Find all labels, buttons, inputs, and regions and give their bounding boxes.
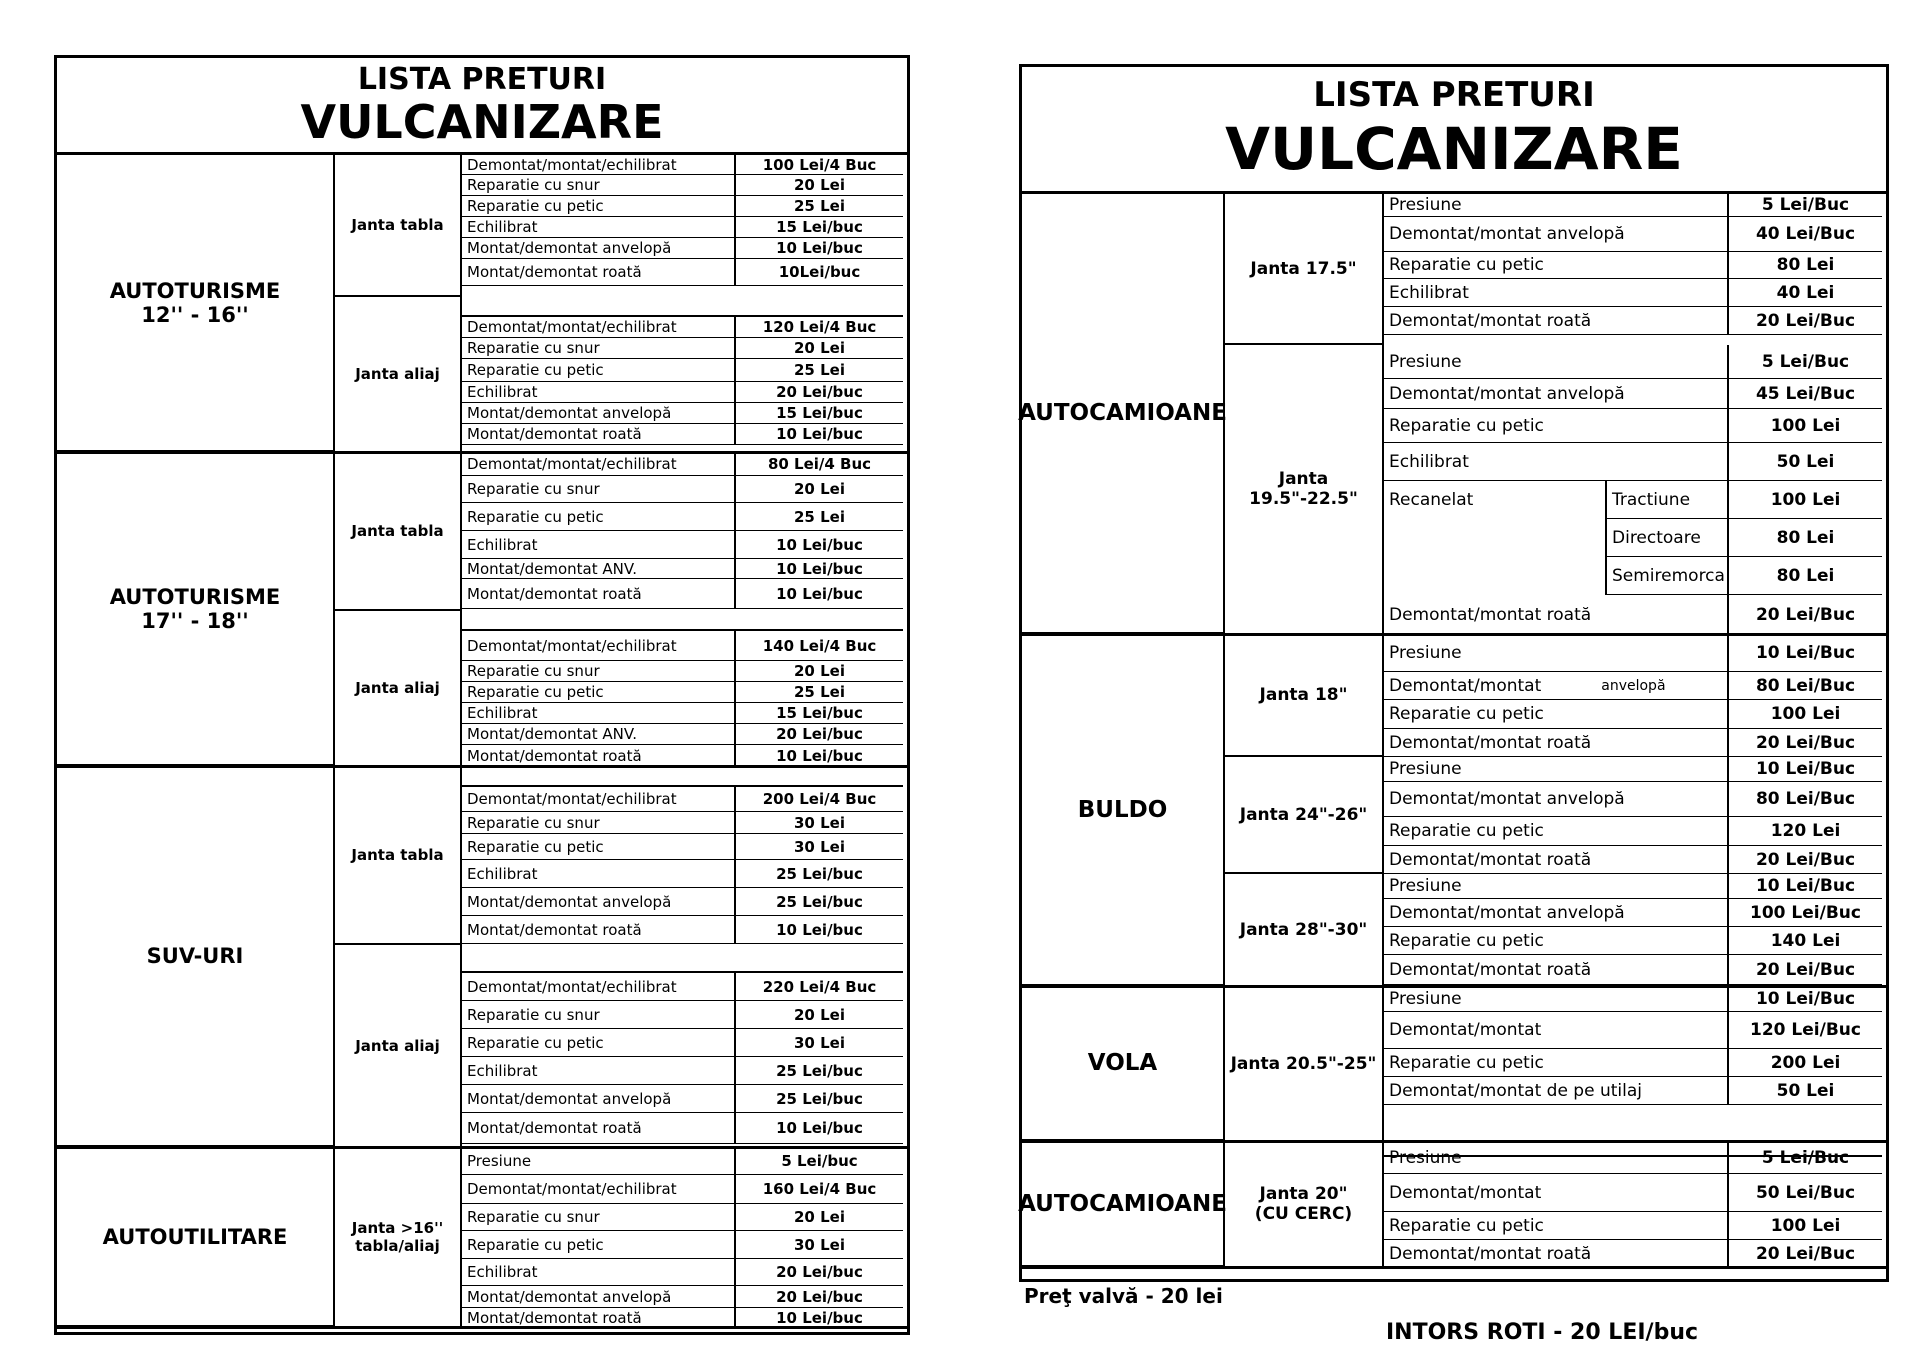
service-price: 15 Lei/buc	[736, 403, 903, 424]
service-name: Reparatie cu petic	[462, 1231, 736, 1259]
service-price: 25 Lei	[736, 196, 903, 217]
service-name: Demontat/montat anvelopă	[1384, 899, 1729, 927]
service-name: Reparatie cu petic	[462, 834, 736, 860]
service-price: 80 Lei	[1729, 252, 1882, 279]
service-price: 40 Lei	[1729, 279, 1882, 307]
header	[57, 58, 907, 155]
service-price: 10 Lei/buc	[736, 238, 903, 259]
title-main: VULCANIZARE	[1225, 115, 1683, 183]
vehicle-category: AUTOCAMIOANE	[1022, 1142, 1225, 1268]
rim-type-label: Janta 18"	[1225, 635, 1384, 757]
rim-type-label: Janta aliaj	[335, 611, 462, 767]
service-price: 100 Lei	[1729, 481, 1882, 519]
service-price: 100 Lei/4 Buc	[736, 155, 903, 175]
service-name: Reparatie cu petic	[462, 359, 736, 382]
service-name: Reparatie cu petic	[1384, 409, 1729, 443]
service-price: 10 Lei/Buc	[1729, 635, 1882, 672]
service-price: 40 Lei/Buc	[1729, 217, 1882, 252]
service-name: Echilibrat	[462, 1057, 736, 1085]
service-name: Demontat/montat roată	[1384, 846, 1729, 874]
service-name: Reparatie cu petic	[462, 196, 736, 217]
service-price: 80 Lei	[1729, 557, 1882, 595]
service-name: Demontat/montat/echilibrat	[462, 787, 736, 812]
service-name: Reparatie cu snur	[462, 476, 736, 503]
vehicle-category: BULDO	[1022, 635, 1225, 987]
service-price: 80 Lei/Buc	[1729, 672, 1882, 700]
service-price: 200 Lei/4 Buc	[736, 787, 903, 812]
service-price: 20 Lei	[736, 175, 903, 196]
service-name: Demontat/montat/echilibrat	[462, 155, 736, 175]
service-name: Demontat/montat roată	[1384, 729, 1729, 757]
service-price: 100 Lei	[1729, 1212, 1882, 1240]
service-price: 25 Lei/buc	[736, 1057, 903, 1085]
service-name: Presiune	[1384, 1142, 1729, 1174]
service-name: Echilibrat	[1384, 279, 1729, 307]
service-name: Montat/demontat ANV.	[462, 559, 736, 579]
service-name: Echilibrat	[462, 382, 736, 403]
service-name: Demontat/montat anvelopă	[1384, 379, 1729, 409]
service-name	[1384, 519, 1607, 557]
service-name: Demontat/montat roată	[1384, 955, 1729, 985]
vehicle-category: AUTOUTILITARE	[57, 1148, 335, 1328]
service-price: 10 Lei/buc	[736, 579, 903, 609]
group-separator	[1022, 1266, 1886, 1269]
service-name: Echilibrat	[462, 860, 736, 888]
service-price: 10 Lei/Buc	[1729, 757, 1882, 782]
service-name: Reparatie cu snur	[462, 1001, 736, 1029]
service-name: Demontat/montat/echilibrat	[462, 453, 736, 476]
service-price: 10 Lei/Buc	[1729, 987, 1882, 1012]
service-price: 25 Lei	[736, 359, 903, 382]
service-name: Echilibrat	[462, 1259, 736, 1286]
service-detail: Directoare	[1607, 519, 1729, 557]
service-name	[1384, 672, 1729, 700]
service-name: Reparatie cu petic	[1384, 1049, 1729, 1077]
rim-type-label: Janta 28"-30"	[1225, 874, 1384, 987]
service-name: Recanelat	[1384, 481, 1607, 519]
service-price: 10 Lei/buc	[736, 745, 903, 767]
service-name: Demontat/montat/echilibrat	[462, 631, 736, 661]
service-price: 25 Lei	[736, 682, 903, 703]
service-name: Montat/demontat roată	[462, 579, 736, 609]
service-name: Reparatie cu petic	[462, 1029, 736, 1057]
service-price: 30 Lei	[736, 1029, 903, 1057]
service-name: Reparatie cu petic	[1384, 700, 1729, 729]
service-name: Presiune	[1384, 635, 1729, 672]
price-list-right	[1019, 64, 1889, 1282]
service-price: 10 Lei/buc	[736, 1308, 903, 1328]
service-name: Presiune	[1384, 345, 1729, 379]
rim-type-label: Janta tabla	[335, 767, 462, 945]
service-name: Montat/demontat roată	[462, 259, 736, 286]
service-name: Demontat/montat/echilibrat	[462, 973, 736, 1001]
service-price: 20 Lei/buc	[736, 1259, 903, 1286]
spacer-row	[462, 297, 903, 317]
service-name: Reparatie cu petic	[1384, 1212, 1729, 1240]
service-name: Montat/demontat roată	[462, 1308, 736, 1328]
service-price: 20 Lei/buc	[736, 382, 903, 403]
rim-type-label: Janta 17.5"	[1225, 194, 1384, 345]
service-price: 220 Lei/4 Buc	[736, 973, 903, 1001]
service-price: 120 Lei/Buc	[1729, 1012, 1882, 1049]
rim-type-label: Janta tabla	[335, 155, 462, 297]
service-name: Montat/demontat roată	[462, 745, 736, 767]
service-name: Demontat/montat/echilibrat	[462, 317, 736, 338]
title-top: LISTA PRETURI	[357, 62, 607, 97]
rim-type-label: Janta >16'' tabla/aliaj	[335, 1148, 462, 1328]
service-name: Montat/demontat anvelopă	[462, 238, 736, 259]
service-name: Demontat/montat anvelopă	[1384, 217, 1729, 252]
service-name: Demontat/montat/echilibrat	[462, 1175, 736, 1204]
service-price: 100 Lei/Buc	[1729, 899, 1882, 927]
service-name: Reparatie cu snur	[462, 338, 736, 359]
service-price: 10 Lei/buc	[736, 916, 903, 944]
service-name: Montat/demontat roată	[462, 916, 736, 944]
service-price: 20 Lei/Buc	[1729, 1240, 1882, 1268]
service-price: 10 Lei/buc	[736, 424, 903, 445]
service-price: 120 Lei/4 Buc	[736, 317, 903, 338]
service-name: Demontat/montat roată	[1384, 595, 1729, 635]
service-price: 5 Lei/buc	[736, 1148, 903, 1175]
price-list-left	[54, 55, 910, 1335]
header	[1022, 67, 1886, 194]
service-price: 80 Lei/Buc	[1729, 782, 1882, 817]
service-price: 120 Lei	[1729, 817, 1882, 846]
service-name: Reparatie cu snur	[462, 175, 736, 196]
service-name: Echilibrat	[1384, 443, 1729, 481]
service-name: Demontat/montat de pe utilaj	[1384, 1077, 1729, 1105]
service-name: Montat/demontat anvelopă	[462, 403, 736, 424]
service-price: 15 Lei/buc	[736, 703, 903, 724]
service-price: 20 Lei	[736, 476, 903, 503]
service-name	[1384, 557, 1607, 595]
service-price: 30 Lei	[736, 1231, 903, 1259]
service-main: Demontat/montat	[1389, 675, 1542, 696]
service-price: 80 Lei	[1729, 519, 1882, 557]
service-name: Montat/demontat anvelopă	[462, 1085, 736, 1113]
rim-type-label: Janta aliaj	[335, 945, 462, 1148]
service-name: Reparatie cu snur	[462, 661, 736, 682]
service-name: Echilibrat	[462, 703, 736, 724]
service-price: 5 Lei/Buc	[1729, 345, 1882, 379]
service-name: Montat/demontat anvelopă	[462, 1286, 736, 1308]
service-price: 140 Lei	[1729, 927, 1882, 955]
service-name: Reparatie cu petic	[462, 503, 736, 531]
service-price: 80 Lei/4 Buc	[736, 453, 903, 476]
service-price: 20 Lei/buc	[736, 724, 903, 745]
service-name: Montat/demontat ANV.	[462, 724, 736, 745]
service-price: 10 Lei/buc	[736, 559, 903, 579]
service-price: 25 Lei	[736, 503, 903, 531]
service-name: Demontat/montat anvelopă	[1384, 782, 1729, 817]
service-name: Montat/demontat anvelopă	[462, 888, 736, 916]
service-price: 25 Lei/buc	[736, 888, 903, 916]
service-price: 5 Lei/Buc	[1729, 194, 1882, 217]
title-top: LISTA PRETURI	[1313, 75, 1595, 115]
spacer-row	[462, 611, 903, 631]
service-detail: Tractiune	[1607, 481, 1729, 519]
service-name: Reparatie cu snur	[462, 1204, 736, 1231]
vehicle-category: AUTOCAMIOANE	[1022, 194, 1225, 635]
service-price: 20 Lei/Buc	[1729, 955, 1882, 985]
service-price: 100 Lei	[1729, 409, 1882, 443]
service-price: 20 Lei/Buc	[1729, 307, 1882, 335]
service-price: 15 Lei/buc	[736, 217, 903, 238]
rim-type-label: Janta aliaj	[335, 297, 462, 453]
service-price: 20 Lei	[736, 661, 903, 682]
spacer-row	[462, 945, 903, 973]
service-price: 50 Lei	[1729, 443, 1882, 481]
rim-type-label: Janta 24"-26"	[1225, 757, 1384, 874]
service-name: Presiune	[1384, 194, 1729, 217]
service-price: 20 Lei/Buc	[1729, 846, 1882, 874]
service-name: Demontat/montat	[1384, 1012, 1729, 1049]
service-name: Demontat/montat roată	[1384, 307, 1729, 335]
title-main: VULCANIZARE	[300, 95, 664, 149]
service-price: 160 Lei/4 Buc	[736, 1175, 903, 1204]
service-name: Reparatie cu petic	[1384, 817, 1729, 846]
service-name: Demontat/montat roată	[1384, 1240, 1729, 1268]
service-detail: Semiremorca	[1607, 557, 1729, 595]
service-price: 100 Lei	[1729, 700, 1882, 729]
service-name: Reparatie cu petic	[462, 682, 736, 703]
service-name: Presiune	[1384, 874, 1729, 899]
service-detail: anvelopă	[1601, 677, 1666, 694]
service-price: 50 Lei/Buc	[1729, 1174, 1882, 1212]
spacer-row	[462, 767, 903, 787]
service-price: 20 Lei	[736, 1001, 903, 1029]
service-name: Montat/demontat roată	[462, 424, 736, 445]
group-separator	[57, 1326, 907, 1329]
service-name: Presiune	[462, 1148, 736, 1175]
valve-price-note: Preţ valvă - 20 lei	[1024, 1284, 1223, 1308]
service-name: Reparatie cu petic	[1384, 252, 1729, 279]
service-price: 20 Lei/Buc	[1729, 595, 1882, 635]
service-price: 25 Lei/buc	[736, 1085, 903, 1113]
vehicle-category: SUV-URI	[57, 767, 335, 1148]
service-name: Demontat/montat	[1384, 1174, 1729, 1212]
rim-type-label: Janta 19.5"-22.5"	[1225, 345, 1384, 635]
service-name: Echilibrat	[462, 217, 736, 238]
service-price: 140 Lei/4 Buc	[736, 631, 903, 661]
service-price: 50 Lei	[1729, 1077, 1882, 1105]
service-price: 10Lei/buc	[736, 259, 903, 286]
service-price: 20 Lei	[736, 1204, 903, 1231]
service-price: 30 Lei	[736, 812, 903, 834]
service-name: Reparatie cu petic	[1384, 927, 1729, 955]
service-price: 30 Lei	[736, 834, 903, 860]
service-price: 10 Lei/buc	[736, 1113, 903, 1144]
service-price: 10 Lei/buc	[736, 531, 903, 559]
service-price: 45 Lei/Buc	[1729, 379, 1882, 409]
wheel-turn-note: INTORS ROTI - 20 LEI/buc	[1386, 1320, 1699, 1345]
service-price: 5 Lei/Buc	[1729, 1142, 1882, 1174]
vehicle-category: VOLA	[1022, 987, 1225, 1142]
rim-type-label: Janta tabla	[335, 453, 462, 611]
service-name: Presiune	[1384, 757, 1729, 782]
service-price: 200 Lei	[1729, 1049, 1882, 1077]
vehicle-category: AUTOTURISME 17'' - 18''	[57, 453, 335, 767]
rim-type-label: Janta 20.5"-25"	[1225, 987, 1384, 1142]
service-price: 10 Lei/Buc	[1729, 874, 1882, 899]
service-price: 20 Lei/buc	[736, 1286, 903, 1308]
service-name: Echilibrat	[462, 531, 736, 559]
service-price: 25 Lei/buc	[736, 860, 903, 888]
service-name: Presiune	[1384, 987, 1729, 1012]
service-price: 20 Lei/Buc	[1729, 729, 1882, 757]
service-name: Montat/demontat roată	[462, 1113, 736, 1144]
rim-type-label: Janta 20" (CU CERC)	[1225, 1142, 1384, 1268]
service-name: Reparatie cu snur	[462, 812, 736, 834]
service-price: 20 Lei	[736, 338, 903, 359]
vehicle-category: AUTOTURISME 12'' - 16''	[57, 155, 335, 453]
